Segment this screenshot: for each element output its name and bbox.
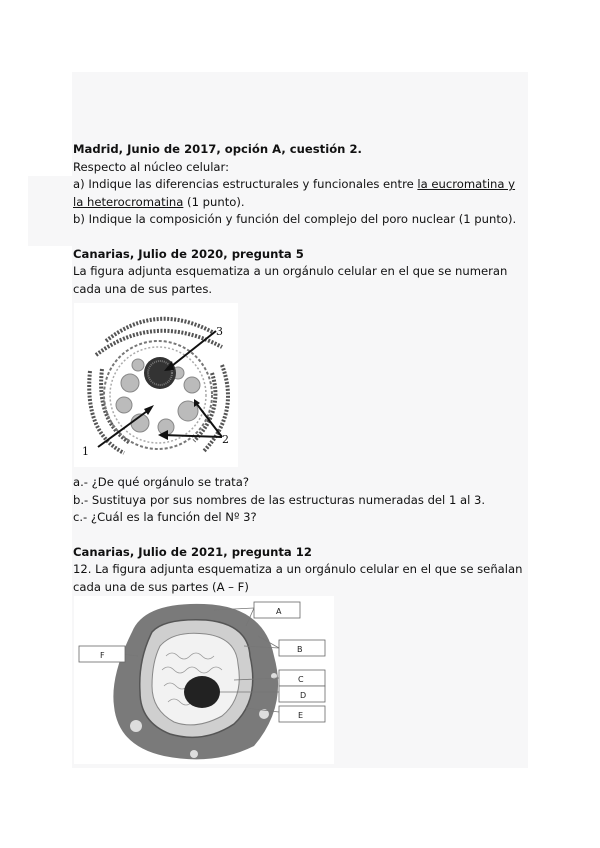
qa-suffix: (1 punto). [183, 194, 245, 209]
side-band [28, 176, 72, 246]
qa-prefix: a) Indique las diferencias estructurales y funcionales entre [73, 177, 418, 191]
nucleus-figure [74, 303, 238, 467]
nucleus-diagram [74, 303, 238, 467]
section1-intro: Respecto al núcleo celular: [73, 159, 229, 174]
organelle-diagram [74, 596, 334, 764]
figure2-label-d: D [300, 691, 307, 700]
section2-question-c: c.- ¿Cuál es la función del Nº 3? [73, 510, 257, 524]
section2-heading: Canarias, Julio de 2020, pregunta 5 [73, 246, 304, 261]
figure2-label-c: C [298, 675, 304, 684]
figure1-label-3: 3 [216, 325, 223, 338]
section2-intro: La figura adjunta esquematiza a un orgánulo celular en el que se numeran cada una de sus partes. [73, 264, 508, 296]
figure1-label-1: 1 [82, 445, 89, 458]
organelle-figure [74, 596, 334, 764]
section1-question-b: b) Indique la composición y función del complejo del poro nuclear (1 punto). [73, 212, 517, 226]
section1-heading: Madrid, Junio de 2017, opción A, cuestión 2. [73, 142, 362, 156]
section2-question-b: b.- Sustituya por sus nombres de las estructuras numeradas del 1 al 3. [73, 492, 486, 507]
section1-question-a [73, 176, 528, 211]
figure2-label-e: E [298, 711, 304, 720]
section2-question-a: a.- ¿De qué orgánulo se trata? [73, 475, 249, 489]
figure1-label-2: 2 [222, 433, 229, 446]
figure2-label-a: A [276, 607, 282, 616]
figure2-label-b: B [297, 645, 303, 654]
qa-underlined-terms: la eucromatina y la heterocromatina [73, 177, 516, 209]
section3-heading: Canarias, Julio de 2021, pregunta 12 [73, 544, 312, 559]
figure2-label-f: F [100, 651, 105, 660]
section3-intro: 12. La figura adjunta esquematiza a un orgánulo celular en el que se señalan cada una de sus partes (A – F) [73, 562, 523, 594]
